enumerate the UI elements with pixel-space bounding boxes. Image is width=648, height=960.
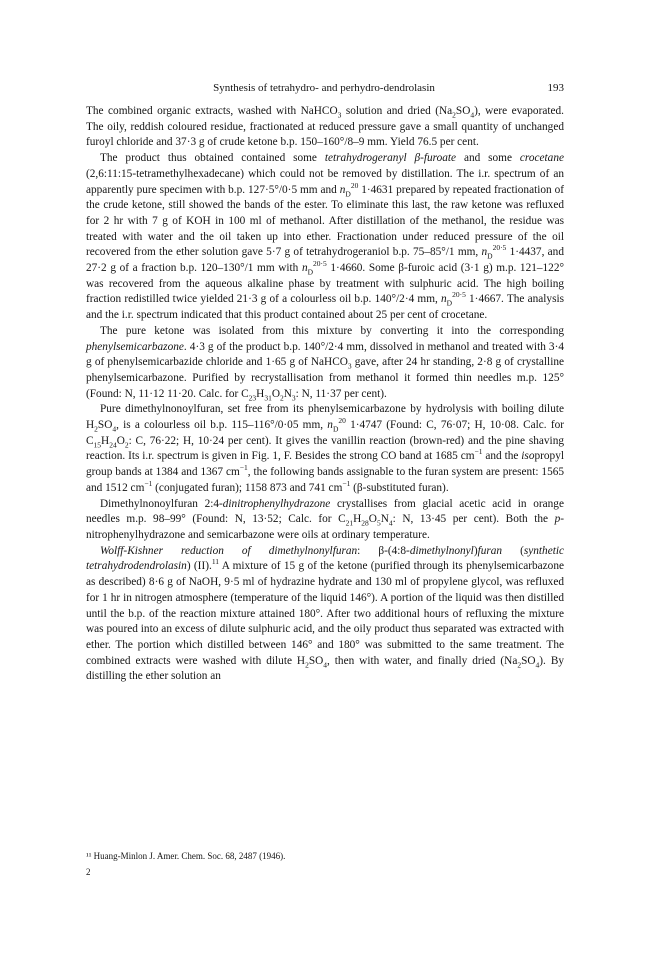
paragraph: Dimethylnonoylfuran 2:4-dinitrophenylhydrazone crystallises from glacial acetic acid in orange needles m.p. 98–99° (Found: N, 13·52; Calc. for $C_{21}H_{28}O_5N_4$: N, 13·45 per cent). Both the p-nitrophenylhydrazone and semicarbazone were oils at ordinary temperature. xyxy=(86,497,564,541)
running-title: Synthesis of tetrahydro- and perhydro-dendrolasin xyxy=(213,82,435,94)
page-header xyxy=(84,81,564,95)
signature-mark: 2 xyxy=(86,867,91,877)
paragraph: The product thus obtained contained some tetrahydrogeranyl β-furoate and some crocetane (2,6:11:15-tetramethylhexadecane) which could not be removed by distillation. The i.r. spectrum of an apparently pure specimen with b.p. 127·5°/0·5 mm and $n_D^{20}$ 1·4631 prepared by repeated fractionation of the crude ketone, still showed the bands of the ester. To eliminate this last, the raw ketone was refluxed for 2 hr with 7 g of KOH in 100 ml of methanol. After distillation of the methanol, the residue was treated with water and the oil taken up into ether. Fractionation under reduced pressure of the oil recovered from the ether solution gave 5·7 g of tetrahydrogeraniol b.p. 75–85°/1 mm, $n_D^{20\cdot 5}$ 1·4437, and 27·2 g of a fraction b.p. 120–130°/1 mm with $n_D^{20\cdot 5}$ 1·4660. Some β-furoic acid (3·1 g) m.p. 121–122° was recovered from the aqueous alkaline phase by treatment with sulphuric acid. The high boiling fraction redistilled twice yielded 21·3 g of a colourless oil b.p. 140°/2·4 mm, $n_D^{20\cdot 5}$ 1·4667. The analysis and the i.r. spectrum indicated that this product contained about 25 per cent of crocetane. xyxy=(86,152,564,322)
paragraph: The combined organic extracts, washed with NaHCO$_3$ solution and dried $(Na_2SO_4)$, were evaporated. The oily, reddish coloured residue, fractionated at reduced pressure gave a small quantity of unchanged furoyl chloride and 37·3 g of crude ketone b.p. 150–160°/8–9 mm. Yield 76.5 per cent. xyxy=(86,105,564,149)
paragraph: Pure dimethylnonoylfuran, set free from its phenylsemicarbazone by hydrolysis with boiling dilute $H_2SO_4$, is a colourless oil b.p. 115–116°/0·05 mm, $n_D^{20}$ 1·4747 (Found: C, 76·07; H, 10·08. Calc. for $C_{15}H_{24}O_2$: C, 76·22; H, 10·24 per cent). It gives the vanillin reaction (brown-red) and the pine shaving reaction. Its i.r. spectrum is given in Fig. 1, F. Besides the strong CO band at 1685 $cm^{-1}$ and the isopropyl group bands at 1384 and 1367 $cm^{-1}$, the following bands assignable to the furan system are present: 1565 and 1512 $cm^{-1}$ (conjugated furan); 1158 873 and 741 $cm^{-1}$ (β-substituted furan). xyxy=(86,403,565,494)
paragraph: Wolff-Kishner reduction of dimethylnonylfuran: β-(4:8-dimethylnonyl)furan (synthetic tetrahydrodendrolasin) (II).$^{11}$ A mixture of 15 g of the ketone (purified through its phenylsemicarbazone as described) 8·6 g of NaOH, 9·5 ml of hydrazine hydrate and 130 ml of propylene glycol, was refluxed for 1 hr in nitrogen atmosphere (temperature of the liquid 146°). A portion of the liquid was then distilled until the b.p. of the reaction mixture attained 180°. After two additional hours of refluxing the mixture was poured into an excess of dilute sulphuric acid, and the oily product thus separated was extracted with ether. The portion which distilled between 146° and 180° was submitted to the same treatment. The combined extracts were washed with dilute $H_2SO_4$, then with water, and finally dried $(Na_2SO_4)$. By distilling the ether solution an xyxy=(86,544,564,683)
body-text xyxy=(86,104,564,685)
footnote: ¹¹ Huang-Minlon J. Amer. Chem. Soc. 68, 2487 (1946). xyxy=(86,851,286,861)
paragraph: The pure ketone was isolated from this mixture by converting it into the corresponding phenylsemicarbazone. 4·3 g of the product b.p. 140°/2·4 mm, dissolved in methanol and treated with 3·4 g of phenylsemicarbazide chloride and 1·65 g of NaHCO$_3$ gave, after 24 hr standing, 2·8 g of crystalline phenylsemicarbazone. Purified by recrystallisation from methanol it formed thin needles m.p. 125° (Found: N, 11·12 11·20. Calc. for $C_{23}H_{31}O_2N_3$: N, 11·37 per cent). xyxy=(86,324,564,402)
page-number: 193 xyxy=(547,82,564,94)
